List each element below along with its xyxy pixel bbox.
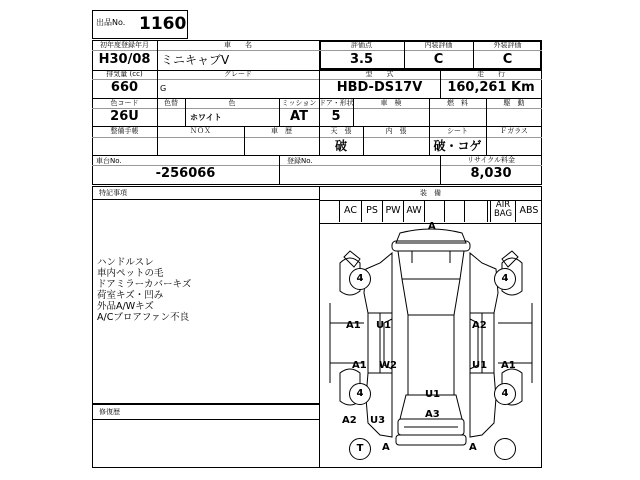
- lot-number: 1160: [139, 14, 187, 34]
- tire-rear-right: 4: [494, 383, 516, 405]
- equip-ps: PS: [362, 200, 383, 222]
- spare-tire: T: [349, 438, 371, 460]
- ceiling-value: 破: [334, 139, 347, 153]
- damage-mark: A3: [425, 409, 440, 420]
- note-line: ハンドルスレ: [97, 257, 154, 268]
- name-label: 車 名: [224, 41, 252, 49]
- damage-mark: W2: [379, 360, 397, 371]
- glass-label: Ｆガラス: [500, 127, 528, 135]
- damage-mark: A2: [342, 415, 357, 426]
- damage-mark: A: [469, 442, 477, 453]
- equip-cell-blank: [320, 200, 340, 222]
- year-value: H30/08: [98, 52, 151, 67]
- color-value: ホワイト: [190, 113, 222, 122]
- score-value: 3.5: [349, 52, 374, 67]
- color-no-label: 色替: [164, 99, 178, 107]
- mileage-label: 走 行: [477, 70, 505, 78]
- fuel-label: 燃 料: [447, 99, 468, 107]
- year-label: 初年度登録年月: [100, 41, 149, 49]
- spare-tire-right: [494, 438, 516, 460]
- mileage-value: 160,261 Km: [447, 80, 535, 95]
- damage-mark: U1: [376, 320, 392, 331]
- color-code-value: 26U: [110, 109, 139, 124]
- damage-mark: A1: [501, 360, 516, 371]
- recycle-label: リサイクル料金: [466, 156, 516, 164]
- lot-box: [92, 10, 188, 39]
- interior-value: C: [433, 52, 444, 67]
- equip-ac: AC: [340, 200, 362, 222]
- equip-cell-blank: [425, 200, 445, 222]
- seat-label: シート: [447, 127, 468, 135]
- repair-title: 修復歴: [99, 408, 120, 416]
- equip-cell-blank: [445, 200, 465, 222]
- manual-label: 整備手帳: [110, 127, 139, 135]
- ceiling-label: 天 張: [330, 127, 352, 135]
- lot-label: 出品No.: [96, 18, 126, 27]
- equip-cell-blank: [465, 200, 488, 222]
- note-line: 外品A/Wキズ: [97, 301, 154, 312]
- exterior-value: C: [502, 52, 513, 67]
- tire-front-left: 4: [349, 268, 371, 290]
- equip-airbag: [491, 200, 516, 222]
- equip-pw: PW: [383, 200, 404, 222]
- displacement-label: 排気量 (cc): [106, 70, 143, 78]
- damage-mark: U3: [370, 415, 386, 426]
- color-label: 色: [228, 99, 236, 107]
- note-line: ドアミラーカバーキズ: [97, 279, 192, 290]
- tire-rear-left: 4: [349, 383, 371, 405]
- mission-label: ミッション: [281, 99, 317, 107]
- grade-label: グレード: [224, 70, 252, 78]
- damage-mark: U1: [425, 389, 441, 400]
- drive-label: 駆 動: [503, 99, 525, 107]
- damage-mark: A1: [352, 360, 367, 371]
- exterior-label: 外装評価: [493, 41, 522, 49]
- notes-section: [92, 186, 320, 404]
- car-diagram: [320, 223, 542, 467]
- equipment-title: 装 備: [420, 189, 441, 197]
- mission-value: AT: [290, 109, 308, 124]
- grade-value: G: [160, 84, 167, 93]
- inner-label: 内 張: [385, 127, 407, 135]
- reg-label: 登録No.: [287, 157, 313, 165]
- history-label: 車 歴: [271, 127, 292, 135]
- tire-front-right: 4: [494, 268, 516, 290]
- chassis-label: 車台No.: [96, 157, 122, 165]
- inspection-label: 車 検: [380, 99, 402, 107]
- notes-list: [97, 257, 191, 323]
- equip-airbag-label: AIR BAG: [493, 200, 513, 219]
- damage-mark: A: [382, 442, 390, 453]
- damage-mark: A2: [472, 320, 487, 331]
- notes-title: 特記事項: [99, 189, 127, 197]
- name-value: ミニキャブV: [161, 53, 230, 67]
- doors-value: 5: [331, 109, 341, 124]
- doors-label: ドア・形状: [319, 99, 354, 107]
- score-label: 評価点: [351, 41, 372, 49]
- nox-label: ＮＯＸ: [190, 127, 211, 135]
- note-line: 荷室キズ・凹み: [97, 290, 164, 301]
- displacement-value: 660: [110, 80, 139, 95]
- color-code-label: 色コード: [110, 99, 139, 107]
- model-label: 型 式: [365, 70, 394, 78]
- model-value: HBD-DS17V: [336, 80, 423, 95]
- repair-section: [92, 404, 320, 468]
- interior-label: 内装評価: [424, 41, 453, 49]
- equip-abs: ABS: [519, 205, 539, 216]
- note-line: A/Cブロアファン不良: [97, 312, 190, 323]
- damage-mark: A1: [346, 320, 361, 331]
- damage-mark: U1: [472, 360, 488, 371]
- chassis-value: -256066: [155, 166, 216, 181]
- equip-aw: AW: [404, 200, 425, 222]
- recycle-value: 8,030: [470, 166, 512, 181]
- damage-mark: A: [428, 221, 436, 232]
- note-line: 車内ペットの毛: [97, 268, 164, 279]
- seat-value: 破・コゲ: [433, 139, 482, 153]
